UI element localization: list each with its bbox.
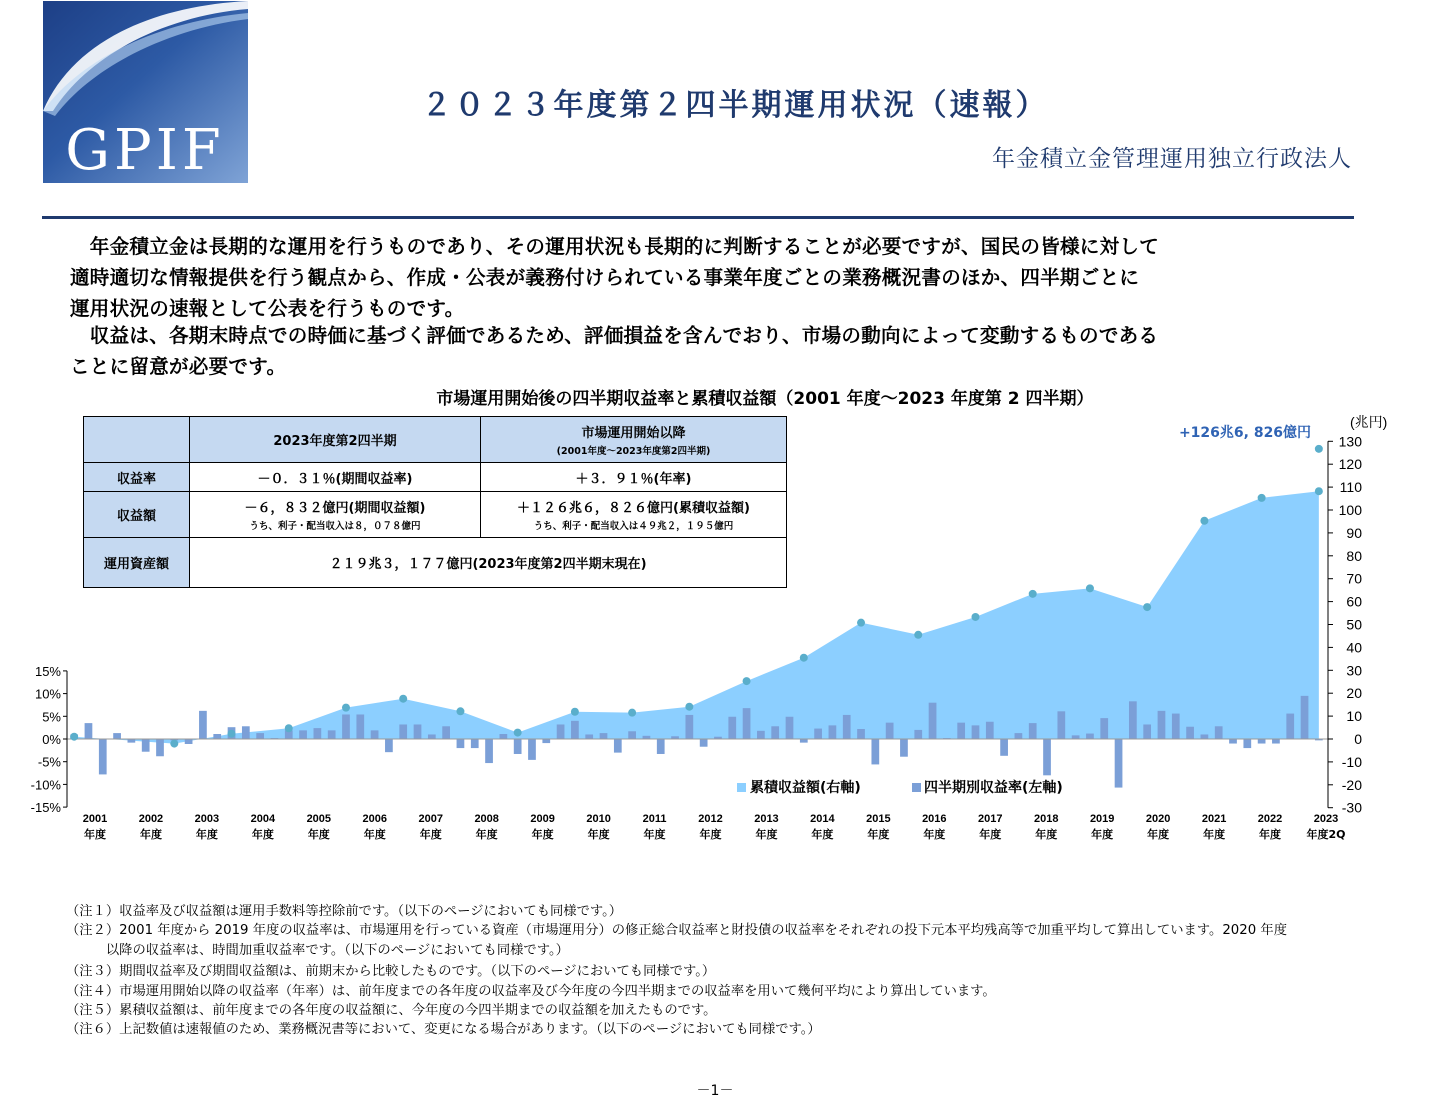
quarterly-return-bar	[499, 734, 507, 739]
quarterly-return-bar	[843, 715, 851, 739]
intro-line-2: 適時適切な情報提供を行う観点から、作成・公表が義務付けられている事業年度ごとの業務概況書のほか、四半期ごとに	[70, 266, 1140, 289]
x-axis-year-label: 2022	[1257, 813, 1283, 825]
quarterly-return-bar	[1186, 727, 1194, 739]
x-axis-year-label: 2013	[754, 813, 779, 825]
quarterly-return-bar	[1229, 739, 1237, 744]
quarterly-return-bar	[242, 726, 250, 739]
quarterly-return-bar	[1129, 701, 1137, 739]
right-axis-tick-label: 20	[1346, 685, 1362, 702]
quarterly-return-bar	[514, 739, 522, 754]
quarterly-return-bar	[657, 739, 665, 754]
cumulative-point	[456, 707, 464, 715]
x-axis-year-label: 2006	[362, 813, 388, 825]
quarterly-return-bar	[1272, 739, 1280, 744]
return-quarter: －０．３１％(期間収益率)	[190, 463, 481, 492]
x-axis-year-label: 2003	[194, 813, 220, 825]
cumulative-point	[285, 724, 293, 732]
cumulative-point	[743, 677, 751, 685]
x-axis-year-label: 2018	[1033, 813, 1059, 825]
right-axis-tick-label: -30	[1341, 799, 1362, 816]
quarterly-return-bar	[385, 739, 393, 752]
quarterly-return-bar	[1015, 733, 1023, 739]
quarterly-return-bar	[1086, 734, 1094, 739]
right-axis-unit: (兆円)	[1350, 414, 1388, 430]
x-axis-year-sublabel: 年度	[1147, 828, 1170, 841]
income-quarter-interest: うち、利子・配当収入は８，０７８億円	[249, 521, 421, 532]
right-axis-tick-label: 60	[1346, 593, 1362, 610]
x-axis-year-label: 2002	[138, 813, 164, 825]
quarterly-return-bar	[199, 711, 207, 739]
left-axis-tick-label: 10%	[34, 686, 61, 702]
quarterly-return-bar	[685, 715, 693, 739]
quarterly-return-bar	[957, 723, 965, 739]
right-axis-tick-label: 100	[1338, 502, 1362, 518]
x-axis-year-sublabel: 年度	[699, 828, 722, 841]
income-quarter-cell	[190, 492, 481, 538]
quarterly-return-bar	[528, 739, 536, 760]
quarterly-return-bar	[314, 728, 322, 739]
intro-line-1: 年金積立金は長期的な運用を行うものであり、その運用状況も長期的に判断することが必要ですが、国民の皆様に対して	[70, 235, 1160, 258]
cumulative-point	[1143, 603, 1151, 611]
quarterly-return-bar	[542, 739, 550, 743]
quarterly-return-bar	[371, 730, 379, 739]
cumulative-point	[399, 695, 407, 703]
left-axis-tick-label: 15%	[34, 663, 61, 679]
quarterly-return-bar	[571, 721, 579, 739]
right-axis-tick-label: -20	[1341, 776, 1362, 793]
x-axis-year-label: 2005	[306, 813, 332, 825]
assets-value: ２１９兆３，１７７億円(2023年度第2四半期末現在)	[190, 538, 787, 588]
x-axis-year-label: 2016	[922, 813, 947, 825]
quarterly-return-bar	[972, 725, 980, 739]
quarterly-return-bar	[299, 730, 307, 739]
quarterly-return-bar	[728, 717, 736, 739]
quarterly-return-bar	[399, 724, 407, 739]
cumulative-point	[571, 708, 579, 716]
cumulative-annotation: +126兆6, 826億円	[1178, 425, 1312, 441]
right-axis-tick-label: 90	[1346, 524, 1362, 541]
cumulative-point	[685, 703, 693, 711]
legend-bars-label: 四半期別収益率(左軸)	[924, 780, 1063, 796]
right-axis-tick-label: 40	[1346, 639, 1362, 656]
x-axis-year-label: 2017	[978, 813, 1003, 825]
x-axis-year-sublabel: 年度	[139, 828, 162, 841]
quarterly-return-bar	[1158, 711, 1166, 739]
intro-line-3: 運用状況の速報として公表を行うものです。	[70, 297, 465, 320]
quarterly-return-bar	[857, 729, 865, 739]
quarterly-return-bar	[99, 739, 107, 774]
row-label-income: 収益額	[84, 492, 190, 538]
cumulative-point	[170, 740, 178, 748]
x-axis-year-sublabel: 年度	[1091, 828, 1114, 841]
x-axis-year-label: 2019	[1089, 813, 1115, 825]
x-axis-year-sublabel: 年度	[979, 828, 1002, 841]
cumulative-point	[1258, 494, 1266, 502]
cumulative-point	[914, 631, 922, 639]
table-corner	[84, 417, 190, 463]
cumulative-point	[1086, 584, 1094, 592]
cumulative-point	[70, 733, 78, 741]
quarterly-return-bar	[871, 739, 879, 764]
legend-area-swatch	[737, 783, 746, 792]
quarterly-return-bar	[585, 734, 593, 739]
x-axis-year-sublabel: 年度	[307, 828, 330, 841]
x-axis-year-sublabel: 年度	[923, 828, 946, 841]
gpif-logo	[43, 1, 248, 183]
quarterly-return-bar	[886, 723, 894, 739]
quarterly-return-bar	[1286, 714, 1294, 739]
note-4: （注４）市場運用開始以降の収益率（年率）は、前年度までの各年度の収益率及び今年度の今四半期までの収益率を用いて幾何平均により算出しています。	[66, 984, 996, 999]
legend-bars-swatch	[912, 783, 921, 792]
right-axis-tick-label: 110	[1339, 479, 1362, 496]
right-axis-tick-label: -10	[1341, 753, 1362, 770]
quarterly-return-bar	[1115, 739, 1123, 788]
quarterly-return-bar	[1258, 739, 1266, 744]
left-axis-tick-label: 5%	[42, 709, 61, 725]
cumulative-point	[1315, 445, 1323, 453]
quarterly-return-bar	[156, 739, 164, 756]
quarterly-return-bar	[342, 714, 350, 739]
x-axis-year-sublabel: 年度	[531, 828, 554, 841]
note-2-cont: 以降の収益率は、時間加重収益率です。（以下のページにおいても同様です。）	[66, 943, 569, 958]
x-axis-year-sublabel: 年度	[1035, 828, 1058, 841]
quarterly-return-bar	[1000, 739, 1008, 756]
quarterly-return-bar	[986, 722, 994, 739]
quarterly-return-bar	[1201, 734, 1209, 739]
quarterly-return-bar	[628, 731, 636, 739]
quarterly-return-bar	[1100, 718, 1108, 739]
quarterly-return-bar	[743, 708, 751, 739]
x-axis-year-sublabel: 年度	[475, 828, 498, 841]
header-divider	[42, 216, 1354, 219]
quarterly-return-bar	[786, 717, 794, 739]
x-axis-year-label: 2020	[1145, 813, 1171, 825]
cumulative-point	[628, 709, 636, 717]
x-axis-year-sublabel: 年度	[1259, 828, 1282, 841]
note-1: （注１）収益率及び収益額は運用手数料等控除前です。（以下のページにおいても同様です。）	[66, 904, 623, 919]
intro-line-4: 収益は、各期末時点での時価に基づく評価であるため、評価損益を含んでおり、市場の動向によって変動するものである	[70, 324, 1159, 347]
quarterly-return-bar	[85, 723, 93, 739]
x-axis-year-sublabel: 年度	[363, 828, 386, 841]
x-axis-year-label: 2010	[586, 813, 611, 825]
quarterly-return-bar	[800, 739, 808, 743]
note-6: （注６）上記数値は速報値のため、業務概況書等において、変更になる場合があります。（以下のページにおいても同様です。）	[66, 1022, 821, 1037]
x-axis-year-sublabel: 年度	[755, 828, 778, 841]
x-axis-year-label: 2011	[642, 813, 667, 825]
summary-table	[83, 416, 787, 588]
intro-line-5: ことに留意が必要です。	[70, 355, 287, 378]
cumulative-point	[228, 730, 236, 738]
quarterly-return-bar	[814, 729, 822, 739]
left-axis-tick-label: -5%	[37, 754, 61, 770]
row-label-return: 収益率	[84, 463, 190, 492]
x-axis-year-sublabel: 年度	[643, 828, 666, 841]
cumulative-point	[971, 613, 979, 621]
quarterly-return-bar	[600, 733, 608, 739]
x-axis-year-sublabel: 年度	[84, 828, 106, 841]
organization-name: 年金積立金管理運用独立行政法人	[992, 146, 1352, 172]
x-axis-year-label: 2021	[1201, 813, 1227, 825]
note-3: （注３）期間収益率及び期間収益額は、前期末から比較したものです。（以下のページにおいても同様です。）	[66, 964, 716, 979]
return-since-start: ＋３．９１％(年率)	[481, 463, 787, 492]
note-2: （注２）2001 年度から 2019 年度の収益率は、市場運用を行っている資産（市場運用分）の修正総合収益率と財投債の収益率をそれぞれの投下元本平均残高等で加重平均して算出しています。2020 年度	[66, 923, 1287, 938]
legend-area-label: 累積収益額(右軸)	[750, 780, 861, 796]
right-axis-tick-label: 70	[1346, 570, 1362, 587]
quarterly-return-bar	[328, 730, 336, 739]
x-axis-year-label: 2014	[810, 813, 835, 825]
x-axis-year-sublabel: 年度	[867, 828, 890, 841]
quarterly-return-bar	[414, 724, 422, 739]
quarterly-return-bar	[1243, 739, 1251, 748]
quarterly-return-bar	[457, 739, 465, 748]
quarterly-return-bar	[485, 739, 493, 763]
x-axis-year-sublabel: 年度	[587, 828, 610, 841]
x-axis-year-label: 2015	[866, 813, 891, 825]
quarterly-return-bar	[128, 739, 136, 743]
x-axis-year-sublabel: 年度	[419, 828, 442, 841]
col-header-since-start-period: (2001年度～2023年度第2四半期)	[556, 446, 711, 457]
quarterly-return-bar	[700, 739, 708, 747]
income-since-start-cell	[481, 492, 787, 538]
quarterly-return-bar	[428, 734, 436, 739]
col-header-quarter: 2023年度第2四半期	[190, 417, 481, 463]
quarterly-return-bar	[442, 726, 450, 739]
chart-title: 市場運用開始後の四半期収益率と累積収益額（2001 年度～2023 年度第 2 四半期）	[436, 389, 1094, 409]
quarterly-return-bar	[142, 739, 150, 752]
cumulative-point	[342, 704, 350, 712]
quarterly-return-bar	[757, 731, 765, 739]
cumulative-point	[800, 654, 808, 662]
right-axis-tick-label: 130	[1338, 433, 1362, 450]
quarterly-return-bar	[471, 739, 479, 748]
x-axis-year-label: 2009	[530, 813, 555, 825]
quarterly-return-bar	[557, 724, 565, 739]
x-axis-year-label: 2012	[698, 813, 723, 825]
income-quarter: －６，８３２億円(期間収益額)	[244, 501, 426, 516]
right-axis-tick-label: 120	[1338, 456, 1362, 473]
cumulative-point	[857, 619, 865, 627]
x-axis-year-sublabel: 年度	[251, 828, 274, 841]
x-axis-year-label: 2004	[250, 813, 276, 825]
quarterly-return-bar	[256, 733, 264, 739]
left-axis-tick-label: -10%	[30, 777, 61, 793]
quarterly-return-bar	[829, 725, 837, 739]
x-axis-year-sublabel: 年度2Q	[1306, 828, 1346, 841]
x-axis-year-label: 2007	[418, 813, 443, 825]
income-since-start: ＋１２６兆６，８２６億円(累積収益額)	[517, 501, 750, 516]
left-axis-tick-label: -15%	[30, 800, 61, 816]
right-axis-tick-label: 10	[1346, 708, 1362, 725]
quarterly-return-bar	[1215, 726, 1223, 739]
quarterly-return-bar	[1301, 696, 1309, 739]
x-axis-year-label: 2008	[474, 813, 499, 825]
page-title: ２０２３年度第２四半期運用状況（速報）	[421, 88, 1049, 123]
income-since-start-interest: うち、利子・配当収入は４９兆２，１９５億円	[533, 521, 734, 532]
right-axis-tick-label: 0	[1354, 731, 1362, 747]
quarterly-return-bar	[914, 730, 922, 739]
row-label-assets: 運用資産額	[84, 538, 190, 588]
note-5: （注５）累積収益額は、前年度までの各年度の収益額に、今年度の今四半期までの収益額を加えたものです。	[66, 1003, 717, 1018]
cumulative-point	[514, 729, 522, 737]
quarterly-return-bar	[929, 703, 937, 739]
x-axis-year-label: 2001	[82, 813, 108, 825]
quarterly-return-bar	[1043, 739, 1051, 775]
quarterly-return-bar	[1072, 735, 1080, 739]
quarterly-return-bar	[113, 733, 121, 739]
right-axis-tick-label: 80	[1346, 547, 1362, 564]
quarterly-return-bar	[900, 739, 908, 757]
right-axis-tick-label: 30	[1346, 662, 1362, 679]
quarterly-return-bar	[1172, 714, 1180, 739]
quarterly-return-bar	[185, 739, 193, 744]
quarterly-return-bar	[1029, 723, 1037, 739]
col-header-since-start-label: 市場運用開始以降	[581, 426, 686, 441]
x-axis-year-sublabel: 年度	[811, 828, 834, 841]
right-axis-tick-label: 50	[1346, 616, 1362, 633]
page-number: －1－	[696, 1083, 734, 1099]
quarterly-return-bar	[1057, 711, 1065, 739]
quarterly-return-bar	[1143, 724, 1151, 739]
cumulative-point	[1315, 487, 1323, 495]
cumulative-point	[1029, 590, 1037, 598]
quarterly-return-bar	[356, 714, 364, 739]
col-header-since-start	[481, 417, 787, 463]
quarterly-return-bar	[213, 734, 221, 739]
quarterly-return-bar	[771, 726, 779, 739]
cumulative-point	[1200, 517, 1208, 525]
svg-text:GPIF: GPIF	[65, 118, 225, 183]
x-axis-year-label: 2023	[1313, 813, 1339, 825]
left-axis-tick-label: 0%	[42, 732, 61, 747]
quarterly-return-bar	[614, 739, 622, 753]
x-axis-year-sublabel: 年度	[195, 828, 218, 841]
x-axis-year-sublabel: 年度	[1203, 828, 1226, 841]
